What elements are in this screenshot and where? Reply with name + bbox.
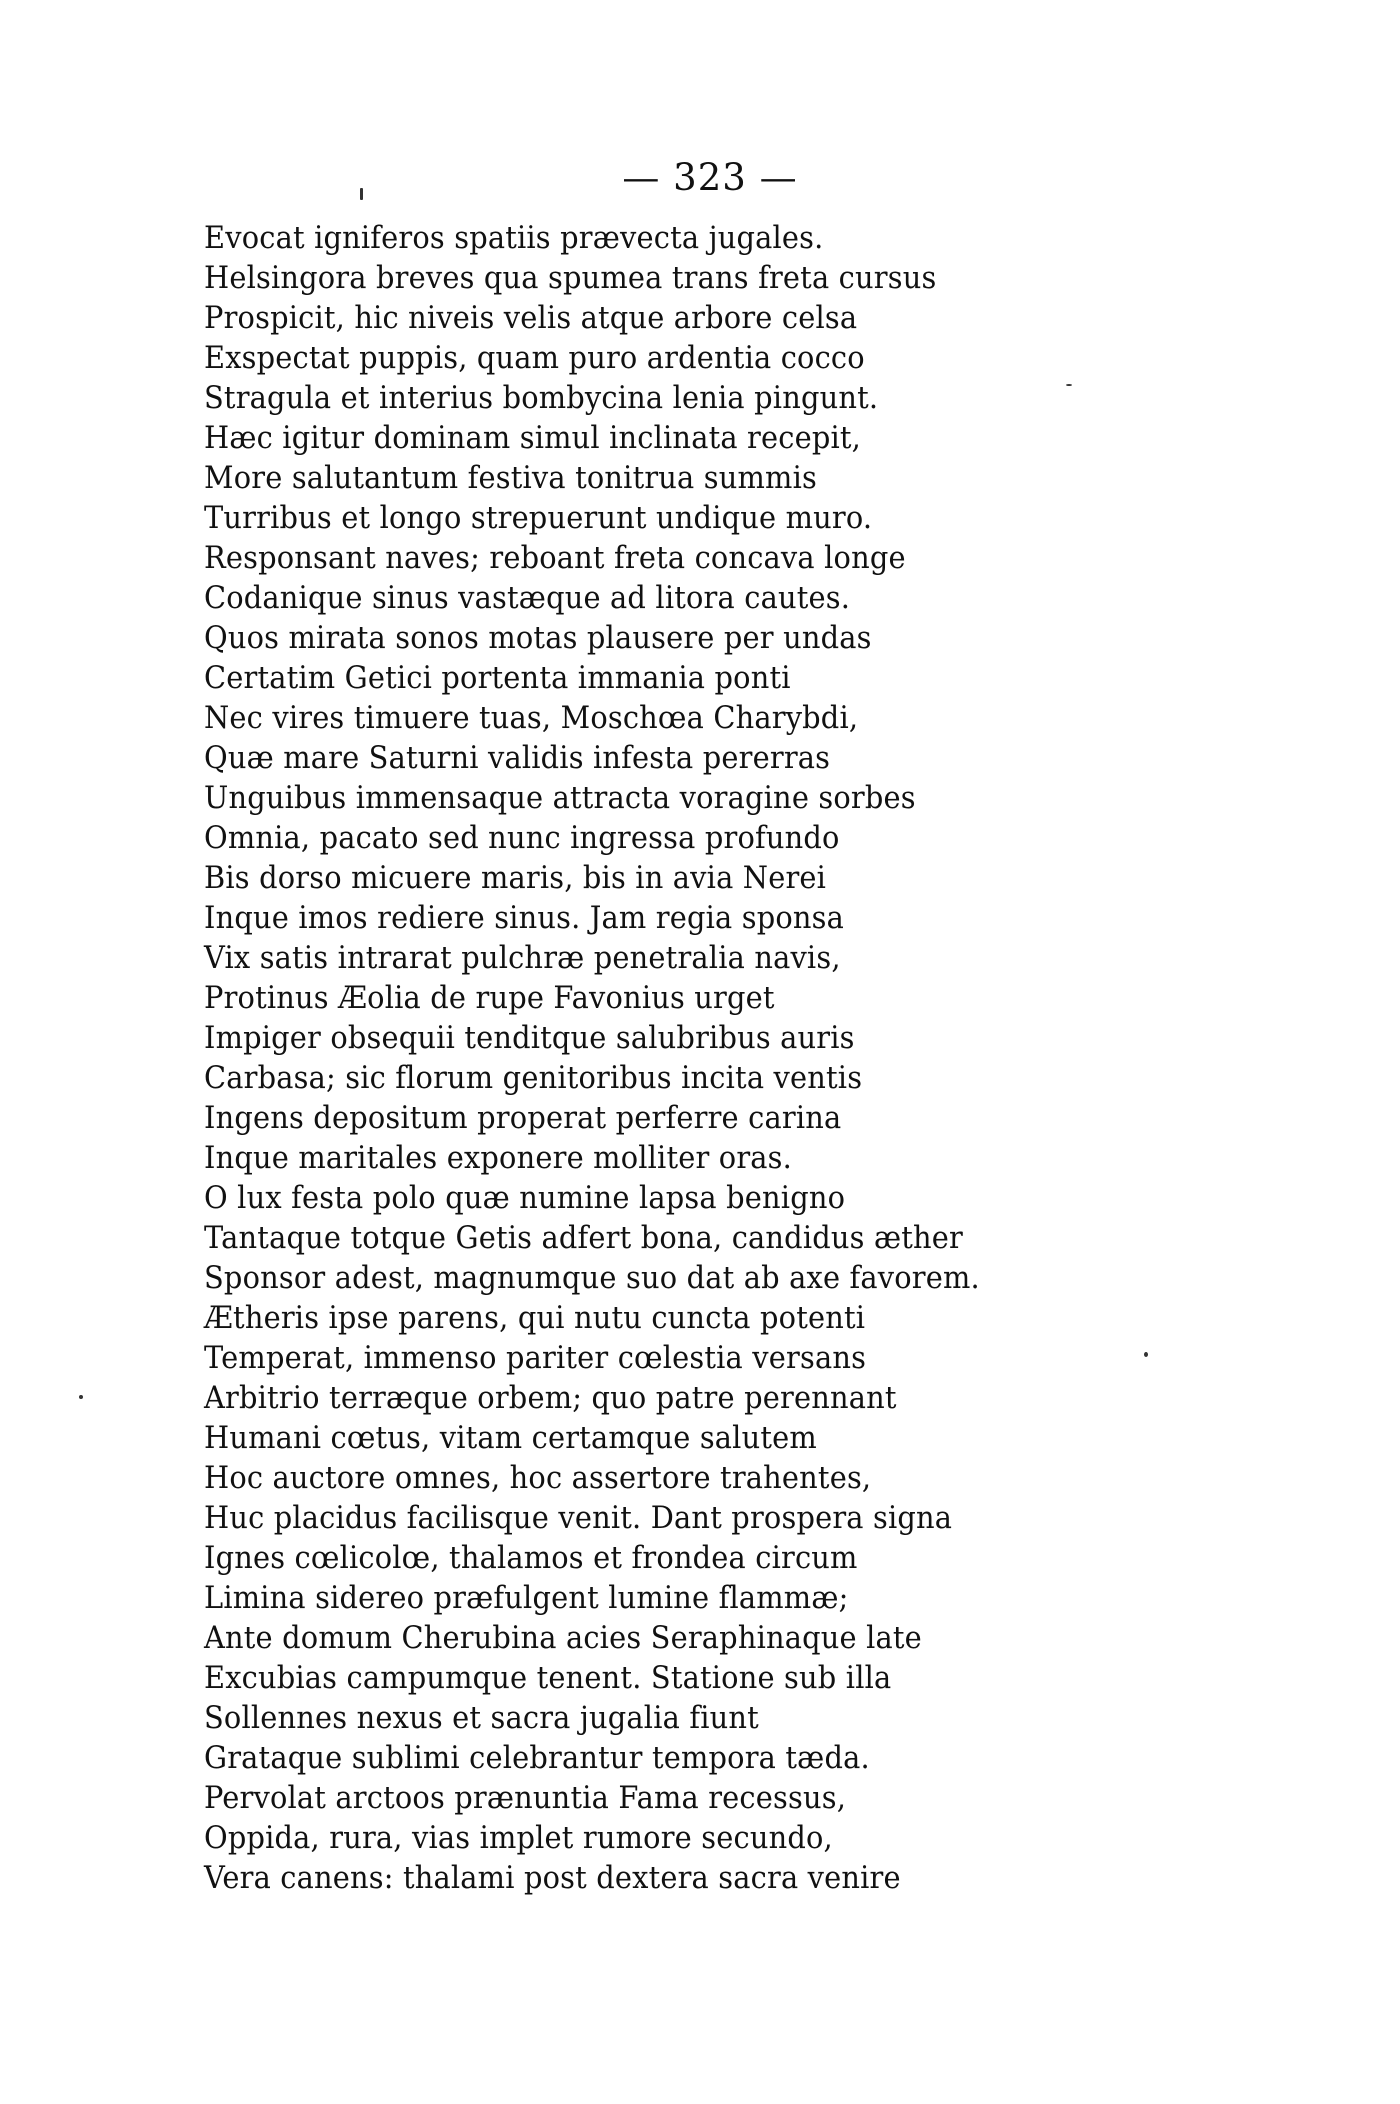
- verse-line: Ignes cœlicolœ, thalamos et frondea circum: [204, 1540, 858, 1576]
- verse-line: Helsingora breves qua spumea trans freta cursus: [204, 260, 937, 296]
- verse-line: Temperat, immenso pariter cœlestia versans: [204, 1340, 867, 1376]
- verse-line: Turribus et longo strepuerunt undique muro.: [204, 500, 873, 536]
- verse-line: Hæc igitur dominam simul inclinata recepit,: [204, 420, 862, 456]
- verse-line: Omnia, pacato sed nunc ingressa profundo: [204, 820, 840, 856]
- verse-line: Responsant naves; reboant freta concava longe: [204, 540, 906, 576]
- verse-line: Quæ mare Saturni validis infesta pererras: [204, 740, 831, 776]
- verse-line: Ante domum Cherubina acies Seraphinaque late: [204, 1620, 922, 1656]
- verse-line: Certatim Getici portenta immania ponti: [204, 660, 791, 696]
- scan-speck: [1144, 1352, 1148, 1357]
- verse-line: Humani cœtus, vitam certamque salutem: [204, 1420, 817, 1456]
- verse-text: [204, 218, 1354, 1898]
- verse-line: Limina sidereo præfulgent lumine flammæ;: [204, 1580, 849, 1616]
- verse-line: Tantaque totque Getis adfert bona, candidus æther: [204, 1220, 963, 1256]
- verse-line: Inque maritales exponere molliter oras.: [204, 1140, 793, 1176]
- verse-line: Protinus Æolia de rupe Favonius urget: [204, 980, 775, 1016]
- verse-line: Hoc auctore omnes, hoc assertore trahentes,: [204, 1460, 872, 1496]
- verse-line: Vera canens: thalami post dextera sacra venire: [204, 1860, 901, 1896]
- verse-line: Unguibus immensaque attracta voragine sorbes: [204, 780, 916, 816]
- verse-line: Bis dorso micuere maris, bis in avia Nerei: [204, 860, 827, 896]
- verse-line: Evocat igniferos spatiis prævecta jugales.: [204, 220, 824, 256]
- verse-line: Oppida, rura, vias implet rumore secundo,: [204, 1820, 833, 1856]
- verse-line: Stragula et interius bombycina lenia pingunt.: [204, 380, 879, 416]
- verse-line: More salutantum festiva tonitrua summis: [204, 460, 817, 496]
- verse-line: O lux festa polo quæ numine lapsa benigno: [204, 1180, 846, 1216]
- verse-line: Huc placidus facilisque venit. Dant prospera signa: [204, 1500, 953, 1536]
- verse-line: Carbasa; sic florum genitoribus incita ventis: [204, 1060, 863, 1096]
- verse-line: Sponsor adest, magnumque suo dat ab axe favorem.: [204, 1260, 980, 1296]
- verse-line: Arbitrio terræque orbem; quo patre perennant: [204, 1380, 897, 1416]
- verse-line: Exspectat puppis, quam puro ardentia cocco: [204, 340, 865, 376]
- verse-line: Ingens depositum properat perferre carina: [204, 1100, 842, 1136]
- verse-line: Vix satis intrarat pulchræ penetralia navis,: [204, 940, 841, 976]
- verse-line: Nec vires timuere tuas, Moschœa Charybdi,: [204, 700, 859, 736]
- verse-line: Excubias campumque tenent. Statione sub illa: [204, 1660, 892, 1696]
- page-number: — 323 —: [622, 156, 798, 199]
- scan-speck: [79, 1395, 83, 1399]
- verse-line: Impiger obsequii tenditque salubribus auris: [204, 1020, 855, 1056]
- verse-line: Pervolat arctoos prænuntia Fama recessus,: [204, 1780, 847, 1816]
- verse-line: Sollennes nexus et sacra jugalia fiunt: [204, 1700, 759, 1736]
- verse-line: Prospicit, hic niveis velis atque arbore celsa: [204, 300, 858, 336]
- verse-line: Quos mirata sonos motas plausere per undas: [204, 620, 872, 656]
- verse-line: Ætheris ipse parens, qui nutu cuncta potenti: [204, 1300, 866, 1336]
- scan-speck: [360, 188, 363, 200]
- scan-speck: [1066, 384, 1072, 386]
- verse-line: Codanique sinus vastæque ad litora cautes.: [204, 580, 851, 616]
- verse-line: Inque imos rediere sinus. Jam regia sponsa: [204, 900, 845, 936]
- verse-line: Grataque sublimi celebrantur tempora tæda.: [204, 1740, 870, 1776]
